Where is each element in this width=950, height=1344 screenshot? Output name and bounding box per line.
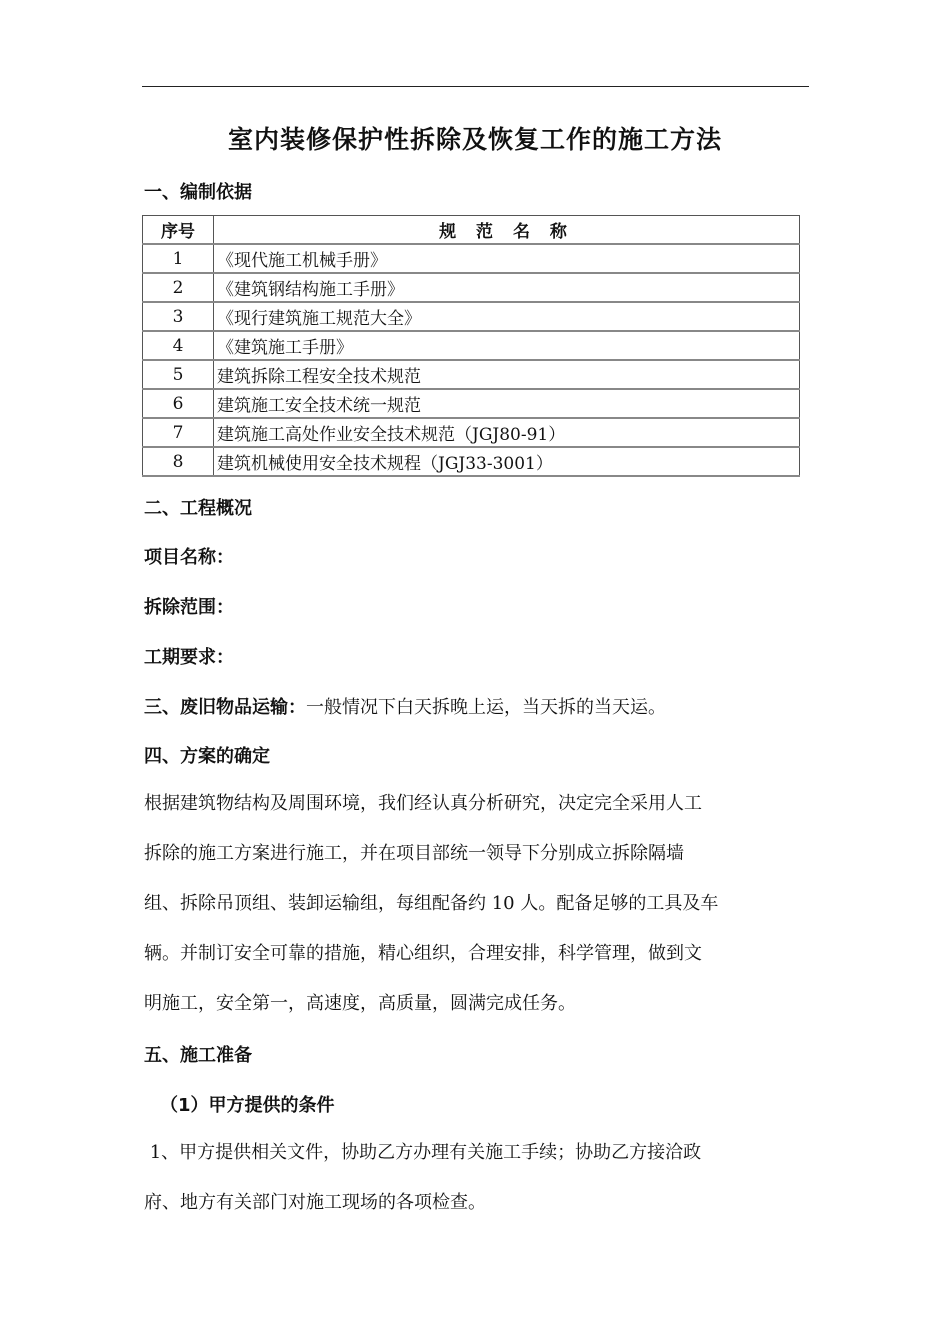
paragraph-line: 根据建筑物结构及周围环境，我们经认真分析研究，决定完全采用人工 (144, 793, 702, 814)
schedule-requirement-label: 工期要求： (144, 647, 234, 668)
table-row (143, 302, 800, 331)
standard-name: 建筑机械使用安全技术规程（JGJ33-3001） (214, 447, 800, 476)
preparation-paragraph (144, 1128, 804, 1228)
row-number: 8 (143, 447, 214, 476)
row-number: 3 (143, 302, 214, 331)
demolition-scope-label: 拆除范围： (144, 597, 234, 618)
section-heading-basis: 一、编制依据 (144, 182, 252, 203)
table-row (143, 331, 800, 360)
row-number: 6 (143, 389, 214, 418)
standards-table (142, 215, 800, 477)
plan-paragraph (144, 779, 804, 1029)
table-row (143, 273, 800, 302)
section-heading-overview: 二、工程概况 (144, 498, 252, 519)
row-number: 2 (143, 273, 214, 302)
subheading-client-conditions: （1）甲方提供的条件 (160, 1095, 335, 1116)
table-row (143, 244, 800, 273)
standard-name: 《现行建筑施工规范大全》 (214, 302, 800, 331)
paragraph-line: 组、拆除吊顶组、装卸运输组，每组配备约 10 人。配备足够的工具及车 (144, 893, 719, 914)
row-number: 5 (143, 360, 214, 389)
row-number: 4 (143, 331, 214, 360)
waste-transport-line (144, 693, 666, 719)
row-number: 7 (143, 418, 214, 447)
table-row (143, 389, 800, 418)
document-title: 室内装修保护性拆除及恢复工作的施工方法 (227, 125, 722, 154)
section-heading-transport: 三、废旧物品运输： (144, 697, 306, 718)
column-header-name: 规 范 名 称 (214, 216, 800, 245)
table-header-row (143, 216, 800, 245)
table-row (143, 360, 800, 389)
standard-name: 《建筑施工手册》 (214, 331, 800, 360)
row-number: 1 (143, 244, 214, 273)
standard-name: 《现代施工机械手册》 (214, 244, 800, 273)
paragraph-line: 1、甲方提供相关文件，协助乙方办理有关施工手续；协助乙方接洽政 (144, 1142, 702, 1163)
standard-name: 建筑拆除工程安全技术规范 (214, 360, 800, 389)
paragraph-line: 拆除的施工方案进行施工，并在项目部统一领导下分别成立拆除隔墙 (144, 843, 684, 864)
table-row (143, 447, 800, 476)
paragraph-line: 府、地方有关部门对施工现场的各项检查。 (144, 1192, 486, 1213)
header-rule (142, 86, 809, 87)
standard-name: 建筑施工安全技术统一规范 (214, 389, 800, 418)
standard-name: 建筑施工高处作业安全技术规范（JGJ80-91） (214, 418, 800, 447)
paragraph-line: 辆。并制订安全可靠的措施，精心组织，合理安排，科学管理，做到文 (144, 943, 702, 964)
column-header-number: 序号 (143, 216, 214, 245)
section-heading-preparation: 五、施工准备 (144, 1045, 252, 1066)
transport-text: 一般情况下白天拆晚上运，当天拆的当天运。 (306, 697, 666, 718)
project-name-label: 项目名称： (144, 547, 234, 568)
standard-name: 《建筑钢结构施工手册》 (214, 273, 800, 302)
section-heading-plan: 四、方案的确定 (144, 746, 270, 767)
table-row (143, 418, 800, 447)
paragraph-line: 明施工，安全第一，高速度，高质量，圆满完成任务。 (144, 993, 576, 1014)
